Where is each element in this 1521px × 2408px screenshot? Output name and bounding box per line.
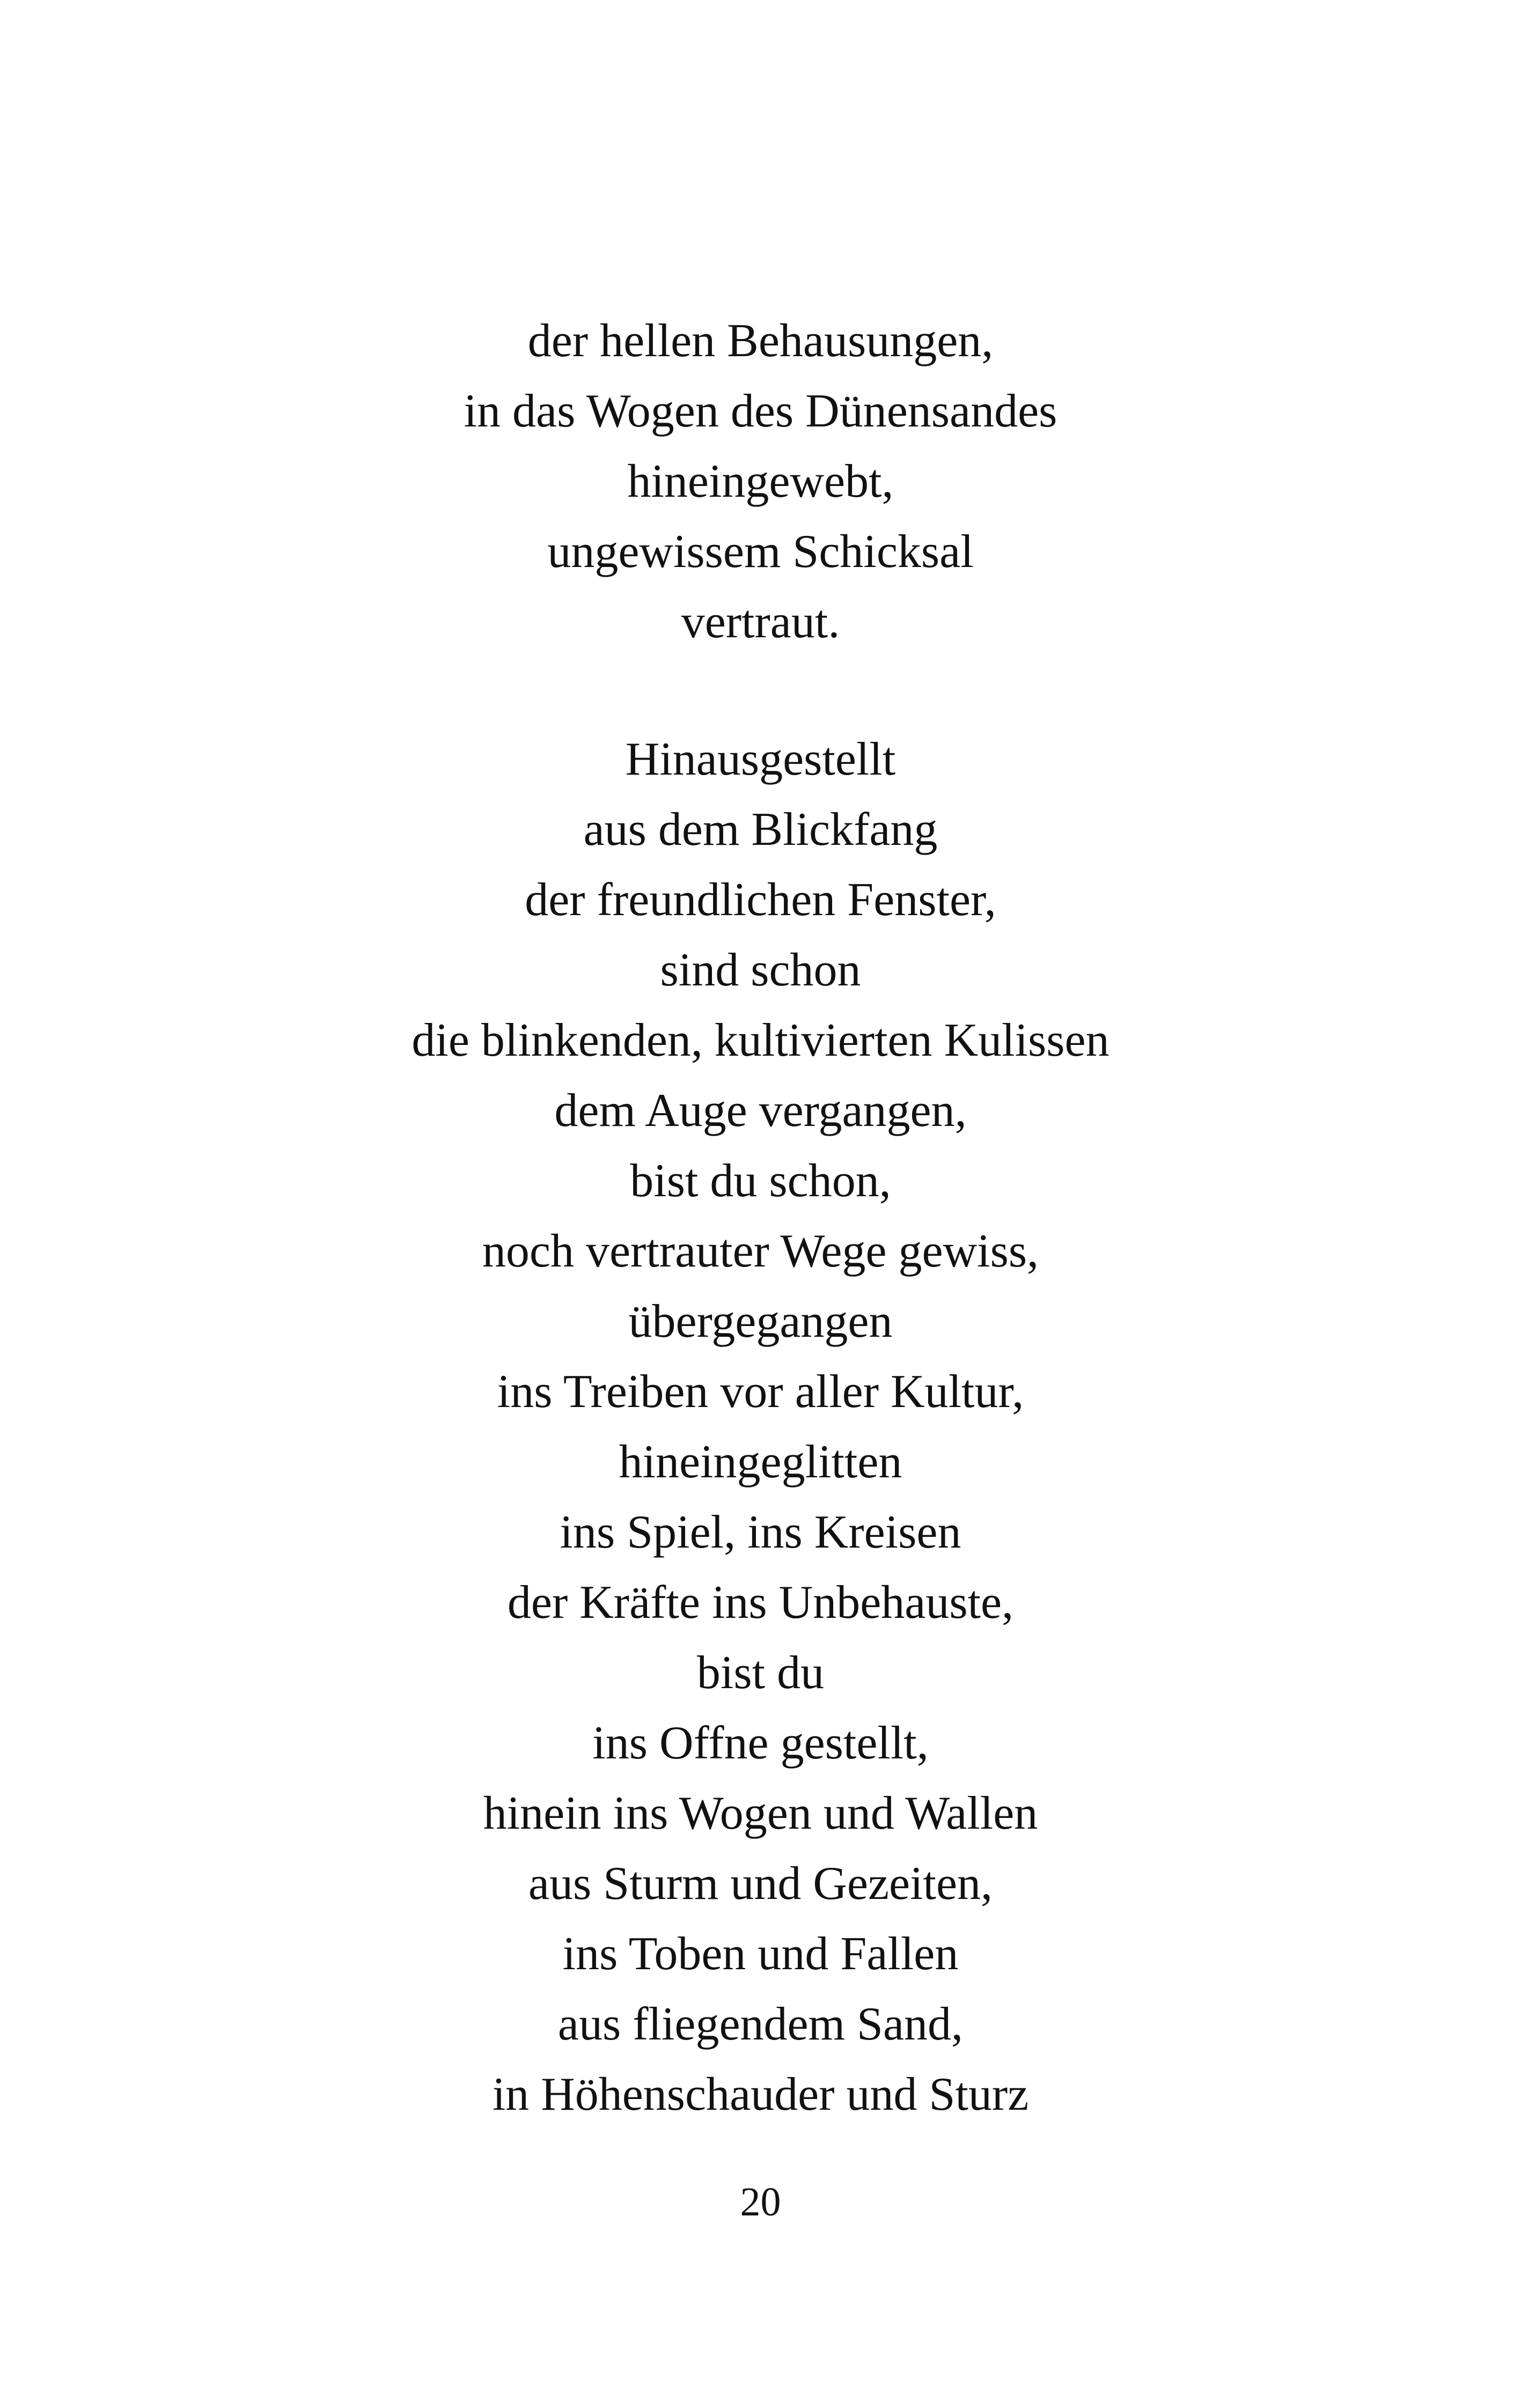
poem-line: bist du schon, [630, 1155, 891, 1207]
poem-line: der freundlichen Fenster, [525, 874, 996, 926]
poem-line: der hellen Behausungen, [527, 315, 994, 367]
poem-line: aus dem Blickfang [583, 804, 938, 856]
poem-line: ins Spiel, ins Kreisen [560, 1506, 961, 1558]
stanza-2 [0, 724, 1521, 2130]
poem-line: dem Auge vergangen, [554, 1085, 967, 1137]
poem-line: die blinkenden, kultivierten Kulissen [412, 1014, 1109, 1066]
poem-line: hineingewebt, [627, 455, 894, 507]
poem-line: in Höhenschauder und Sturz [492, 2068, 1029, 2120]
poem-line: ins Offne gestellt, [592, 1717, 929, 1769]
poem-line: aus Sturm und Gezeiten, [528, 1858, 993, 1910]
poem-line: hinein ins Wogen und Wallen [483, 1787, 1038, 1839]
poem-line: ins Toben und Fallen [562, 1928, 959, 1980]
poem-line: hineingeglitten [619, 1436, 902, 1488]
page-number: 20 [740, 2179, 781, 2225]
poem-line: der Kräfte ins Unbehauste, [507, 1577, 1014, 1629]
poem-line: Hinausgestellt [625, 733, 896, 785]
poem-line: aus fliegendem Sand, [557, 1998, 964, 2050]
poem-line: übergegangen [628, 1295, 893, 1347]
poem-line: ins Treiben vor aller Kultur, [497, 1366, 1024, 1418]
poem-line: sind schon [660, 944, 861, 996]
poem-line: bist du [696, 1647, 825, 1699]
poem-line: ungewissem Schicksal [547, 526, 974, 578]
stanza-1 [0, 306, 1521, 657]
poem-line: vertraut. [681, 596, 840, 648]
poem-line: in das Wogen des Dünensandes [464, 385, 1057, 437]
poem-line: noch vertrauter Wege gewiss, [482, 1225, 1039, 1277]
